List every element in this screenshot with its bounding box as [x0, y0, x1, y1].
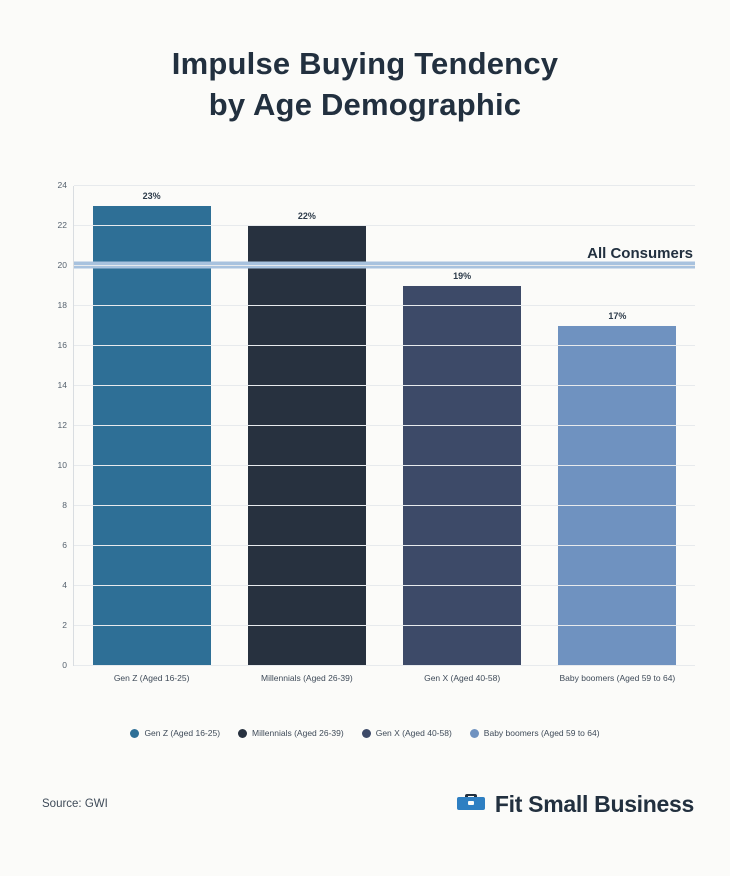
bar[interactable]: [403, 271, 521, 666]
gridline: [57, 420, 695, 430]
gridline: [62, 580, 695, 591]
y-axis-tick-label: 18: [57, 300, 67, 310]
y-axis-tick-label: 14: [57, 380, 67, 390]
all-consumers-label: All Consumers: [587, 245, 693, 262]
legend-swatch-icon: [238, 729, 247, 738]
briefcase-icon: [456, 790, 486, 819]
bar-chart: [40, 180, 695, 690]
bar-value-label: 19%: [453, 271, 472, 281]
brand-name: Fit Small Business: [494, 791, 694, 817]
legend-item[interactable]: [130, 728, 220, 738]
page-title: [0, 44, 730, 126]
gridline: [57, 300, 695, 310]
legend-label: Millennials (Aged 26-39): [252, 728, 344, 738]
y-axis-tick-label: 10: [57, 460, 67, 470]
chart-legend: [0, 728, 730, 738]
bar-group: [385, 186, 540, 683]
y-axis-tick-label: 12: [57, 420, 67, 430]
y-axis-tick-label: 2: [62, 620, 67, 631]
legend-label: Gen Z (Aged 16-25): [144, 728, 221, 738]
y-axis-tick-label: 8: [62, 500, 67, 511]
gridline: [57, 380, 695, 390]
bar-value-label: 23%: [142, 191, 161, 201]
legend-item[interactable]: [362, 728, 452, 738]
y-axis-tick-label: 20: [57, 260, 67, 270]
title-line-1: Impulse Buying Tendency: [171, 46, 559, 81]
plot-area: [57, 180, 695, 683]
gridline: [57, 460, 695, 470]
y-axis-tick-label: 22: [57, 220, 67, 230]
gridline: [62, 500, 695, 511]
bar[interactable]: [93, 191, 211, 666]
gridline: [57, 260, 695, 270]
gridline: [57, 340, 695, 351]
bar[interactable]: [558, 311, 676, 666]
y-axis-tick-label: 24: [57, 180, 67, 190]
legend-item[interactable]: [238, 728, 344, 738]
gridline: [62, 620, 695, 631]
x-axis-category-label: Gen X (Aged 40-58): [424, 673, 501, 683]
legend-item[interactable]: [470, 728, 600, 738]
y-axis-tick-label: 16: [57, 340, 67, 351]
legend-swatch-icon: [130, 729, 139, 738]
title-line-2: by Age Demographic: [208, 86, 522, 122]
legend-swatch-icon: [362, 729, 371, 738]
legend-label: Baby boomers (Aged 59 to 64): [483, 728, 600, 738]
bar-value-label: 17%: [608, 311, 627, 321]
brand-logo: [456, 790, 694, 819]
bar[interactable]: [248, 211, 366, 666]
y-axis-tick-label: 0: [62, 660, 67, 670]
bar-value-label: 22%: [297, 211, 316, 221]
gridline: [57, 220, 695, 230]
gridline: [62, 540, 695, 550]
bar-group: [74, 186, 229, 683]
x-axis-category-label: Millennials (Aged 26-39): [261, 673, 353, 683]
legend-label: Gen X (Aged 40-58): [375, 728, 452, 738]
gridline: [62, 660, 695, 670]
bar-group: [229, 186, 384, 683]
x-axis-category-label: Gen Z (Aged 16-25): [113, 673, 190, 683]
source-note: Source: GWI: [42, 798, 108, 810]
legend-swatch-icon: [470, 729, 479, 738]
x-axis-category-label: Baby boomers (Aged 59 to 64): [559, 673, 676, 683]
y-axis-tick-label: 6: [62, 540, 67, 550]
gridline: [57, 180, 695, 190]
y-axis-tick-label: 4: [62, 580, 67, 591]
